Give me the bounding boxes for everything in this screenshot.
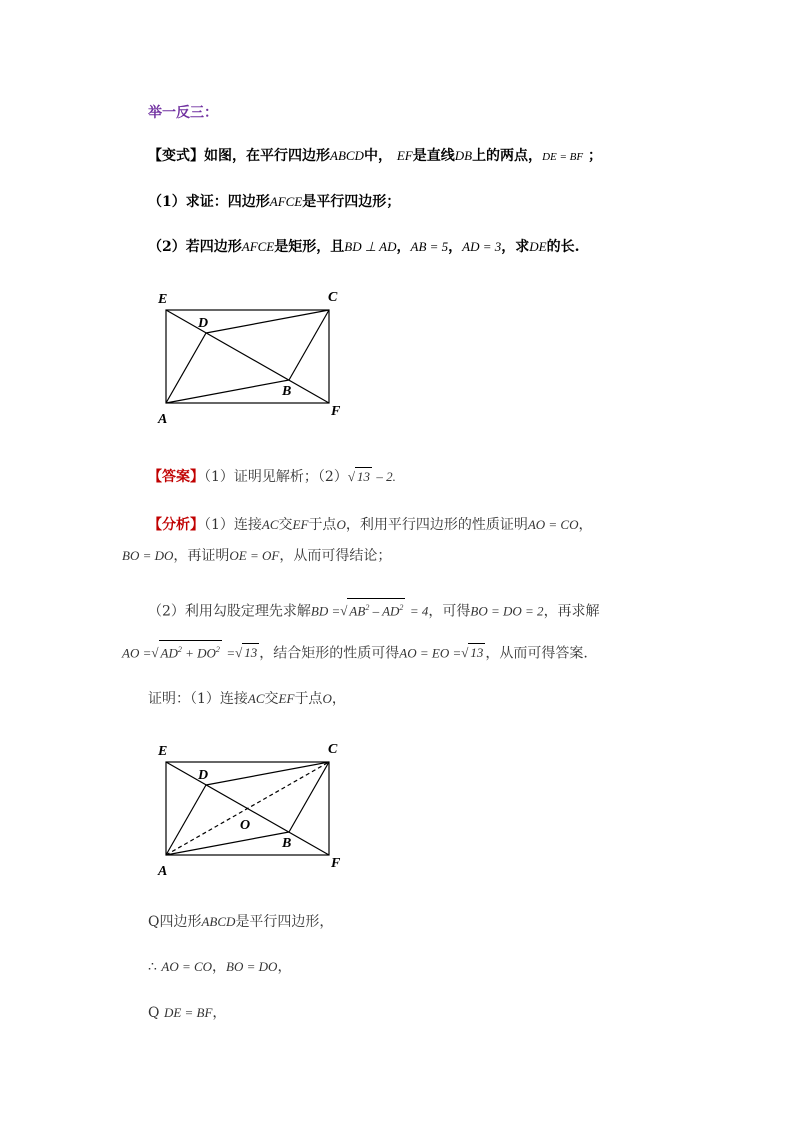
- step-3: Q DE = BF，: [148, 1005, 227, 1021]
- figure-1-diagram: [150, 285, 360, 425]
- label-a: A: [158, 864, 168, 877]
- because-symbol: Q: [148, 1005, 160, 1021]
- label-f: F: [331, 856, 341, 871]
- label-b: B: [282, 384, 292, 399]
- label-e: E: [158, 292, 168, 307]
- label-b: B: [282, 836, 292, 851]
- step-1: Q四边形ABCD是平行四边形，: [148, 914, 334, 930]
- answer-tag: 【答案】: [148, 469, 204, 485]
- step-2: ∴ AO = CO，BO = DO，: [148, 959, 292, 975]
- line-bc: [289, 762, 329, 832]
- label-d: D: [198, 316, 209, 331]
- question-1: （1）求证：四边形AFCE是平行四边形；: [148, 194, 401, 210]
- line-bc: [289, 310, 329, 380]
- analysis-line-2: BO = DO，再证明OE = OF，从而可得结论；: [122, 548, 392, 564]
- variant-tag: 【变式】: [148, 148, 204, 164]
- because-symbol: Q: [148, 914, 160, 930]
- line-dc: [206, 310, 329, 333]
- label-c: C: [328, 742, 338, 757]
- line-ab: [166, 832, 292, 855]
- question-2: （2）若四边形AFCE是矩形，且BD ⊥ AD，AB = 5，AD = 3，求DE的长.: [148, 239, 580, 255]
- analysis-line-4: AO =√ $AD^2 + DO^2$ =√ 13 ，结合矩形的性质可得AO = EO =√ 13 ，从而可得答案.: [122, 640, 588, 662]
- proof-line: 证明：（1）连接AC交EF于点O，: [148, 691, 346, 707]
- therefore-symbol: ∴: [148, 959, 157, 975]
- section-heading: 举一反三：: [148, 105, 218, 121]
- analysis-line-1: 【分析】（1）连接AC交EF于点O，利用平行四边形的性质证明AO = CO，: [148, 517, 593, 533]
- analysis-line-3: （2）利用勾股定理先求解BD =√ $AB^2 - AD^2 = 4$，可得BO = DO = 2，再求解: [148, 598, 600, 620]
- line-ab: [166, 380, 292, 403]
- label-d: D: [198, 768, 209, 783]
- line-ef: [166, 310, 329, 403]
- variant-problem: 【变式】如图，在平行四边形ABCD中， EF是直线DB上的两点，DE = BF ；: [148, 148, 602, 164]
- figure-2-diagram: [150, 737, 360, 877]
- label-a: A: [158, 412, 168, 425]
- analysis-tag: 【分析】: [148, 517, 204, 533]
- label-e: E: [158, 744, 168, 759]
- answer-line: 【答案】（1）证明见解析；（2）√ 13 – 2.: [148, 469, 396, 485]
- line-dc: [206, 762, 329, 785]
- label-o: O: [240, 818, 251, 833]
- line-ad: [166, 333, 206, 403]
- label-f: F: [331, 404, 341, 419]
- line-ad: [166, 785, 206, 855]
- label-c: C: [328, 290, 338, 305]
